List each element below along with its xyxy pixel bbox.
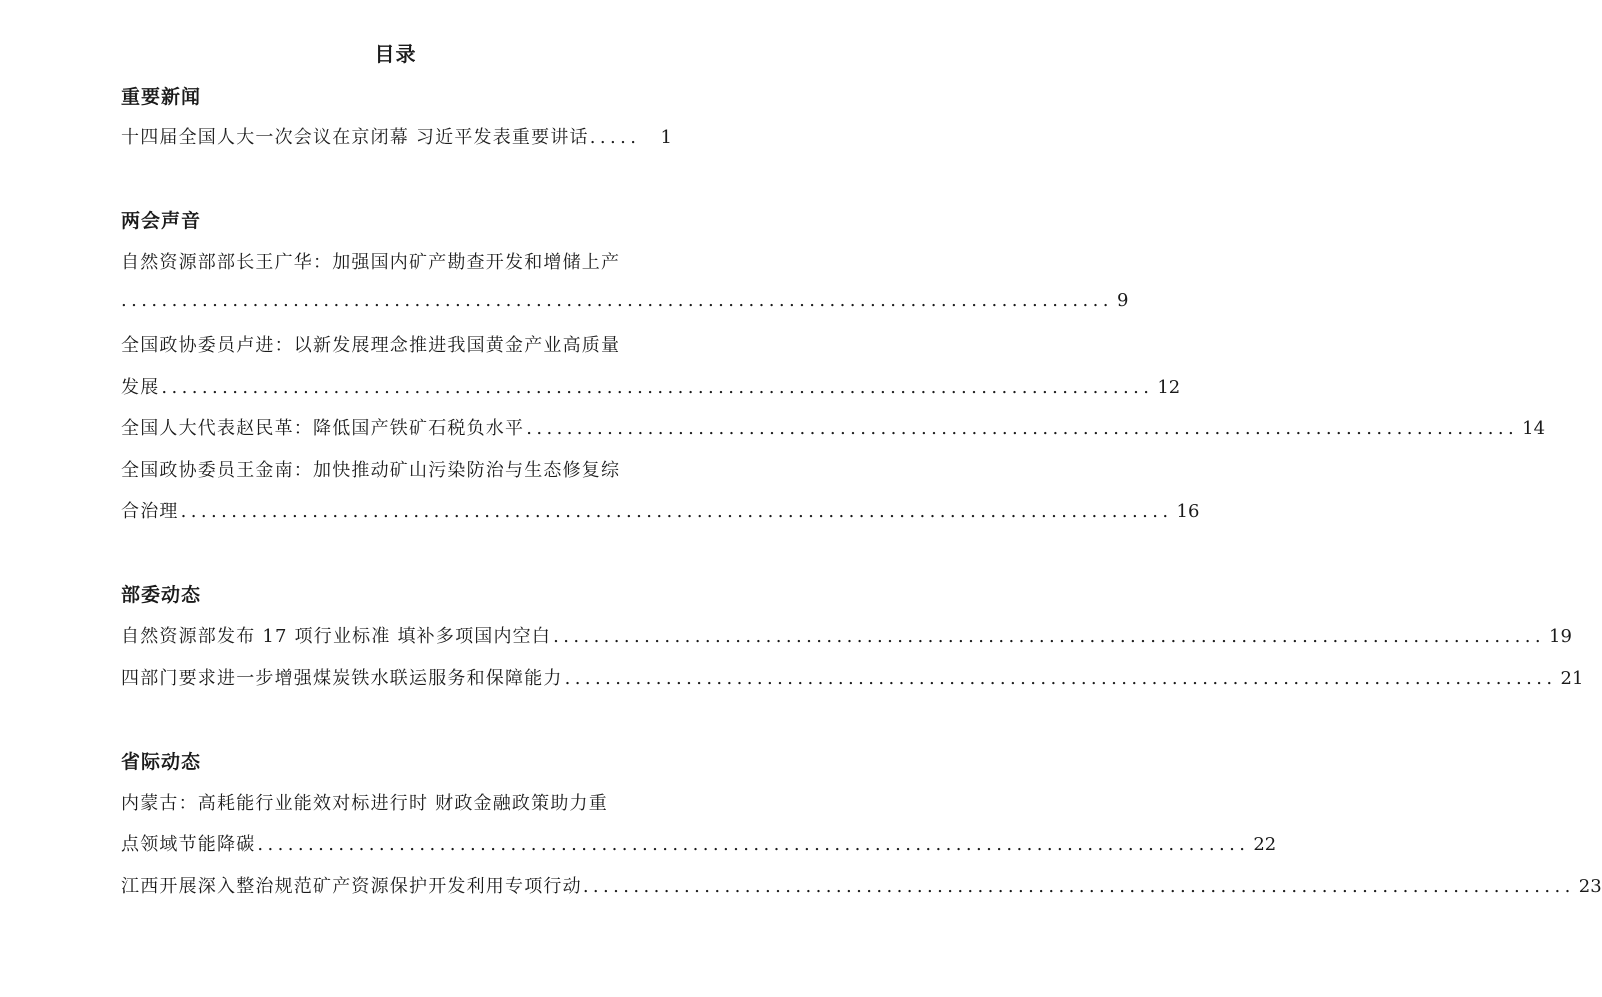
dot-leader: .................................................................................................. xyxy=(257,834,1250,855)
toc-entry[interactable] xyxy=(121,414,1546,440)
toc-entry[interactable] xyxy=(121,872,1602,898)
toc-entry-text: 合治理 xyxy=(121,501,179,522)
toc-entry-text: 点领域节能降碳 xyxy=(121,834,256,855)
toc-entry-page: 9 xyxy=(1116,290,1129,311)
toc-entry-text: 全国政协委员卢进：以新发展理念推进我国黄金产业高质量 xyxy=(121,335,621,356)
section-heading-important-news: 重要新闻 xyxy=(121,86,202,108)
toc-entry-text: 自然资源部部长王广华：加强国内矿产勘查开发和增储上产 xyxy=(121,252,621,273)
toc-title: 目录 xyxy=(374,42,417,66)
toc-entry-page: 12 xyxy=(1157,377,1181,398)
toc-entry-line1[interactable] xyxy=(121,789,672,815)
toc-entry-line1[interactable] xyxy=(121,248,672,274)
toc-entry-page: 16 xyxy=(1176,501,1200,522)
toc-entry[interactable] xyxy=(121,830,1277,856)
toc-entry[interactable] xyxy=(121,373,1181,399)
dot-leader: .................................................................................................. xyxy=(161,377,1154,398)
section-heading-two-sessions: 两会声音 xyxy=(121,210,202,232)
toc-entry-page: 1 xyxy=(660,127,672,148)
dot-leader: .................................................................................................. xyxy=(564,668,1557,689)
dot-leader: .................................................................................................. xyxy=(582,876,1575,897)
toc-entry-text: 四部门要求进一步增强煤炭铁水联运服务和保障能力 xyxy=(121,668,563,689)
toc-entry-text: 全国政协委员王金南：加快推动矿山污染防治与生态修复综 xyxy=(121,460,621,481)
section-heading-ministry-news: 部委动态 xyxy=(121,584,202,606)
toc-entry-text: 全国人大代表赵民革：降低国产铁矿石税负水平 xyxy=(121,418,525,439)
toc-entry-text: 内蒙古：高耗能行业能效对标进行时 财政金融政策助力重 xyxy=(121,793,608,814)
dot-leader: .................................................................................................. xyxy=(121,290,1113,311)
toc-entry[interactable] xyxy=(121,290,1129,316)
toc-entry[interactable] xyxy=(121,497,1200,523)
toc-entry[interactable] xyxy=(121,123,672,149)
toc-entry-page: 19 xyxy=(1549,626,1572,647)
dot-leader: .................................................................................................. xyxy=(526,418,1519,439)
dot-leader: ..... xyxy=(589,127,641,148)
toc-entry-page: 22 xyxy=(1253,834,1277,855)
toc-entry[interactable] xyxy=(121,664,1584,690)
toc-entry-text: 自然资源部发布 17 项行业标准 填补多项国内空白 xyxy=(121,626,552,647)
toc-entry-line1[interactable] xyxy=(121,456,672,482)
toc-entry[interactable] xyxy=(121,622,1572,648)
dot-leader: .................................................................................................. xyxy=(553,626,1546,647)
toc-entry-text: 江西开展深入整治规范矿产资源保护开发利用专项行动 xyxy=(121,876,582,897)
toc-entry-page: 23 xyxy=(1578,876,1602,897)
toc-entry-text: 发展 xyxy=(121,377,160,398)
section-heading-provincial-news: 省际动态 xyxy=(121,751,202,773)
toc-entry-page: 21 xyxy=(1560,668,1584,689)
dot-leader: .................................................................................................. xyxy=(180,501,1173,522)
toc-entry-line1[interactable] xyxy=(121,331,672,357)
toc-entry-page: 14 xyxy=(1522,418,1546,439)
toc-entry-text: 十四届全国人大一次会议在京闭幕 习近平发表重要讲话 xyxy=(121,127,589,148)
